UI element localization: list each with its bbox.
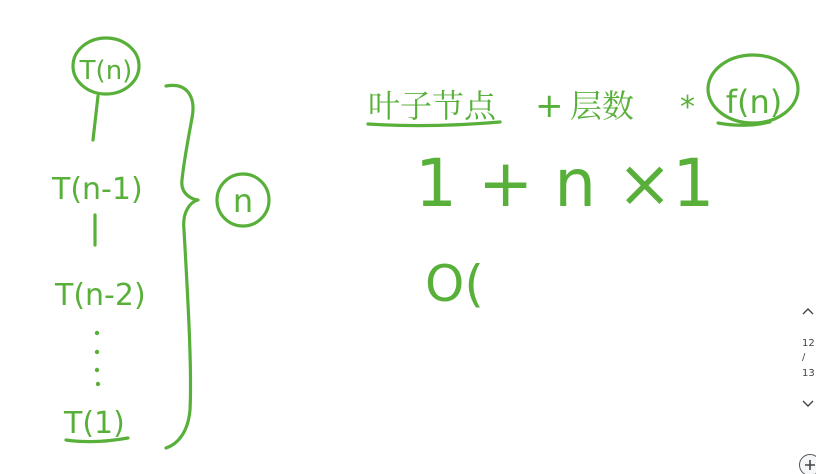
edge-root xyxy=(93,96,98,140)
recursion-tree xyxy=(51,38,269,448)
node-tn-1: T(n-1) xyxy=(52,172,143,207)
zoom-in-icon xyxy=(803,458,816,472)
zoom-in-button[interactable] xyxy=(799,454,816,474)
plus-sign-1: + xyxy=(535,86,564,126)
page-separator: / xyxy=(802,352,806,363)
times-sign: * xyxy=(680,90,695,125)
formula-line-3: O( xyxy=(425,255,484,313)
leaf-count-text: 叶子节点 xyxy=(368,87,497,125)
depth-label: n xyxy=(232,182,254,220)
fn-term: f(n) xyxy=(725,83,783,121)
depth-brace xyxy=(166,85,198,448)
node-tn-2: T(n-2) xyxy=(55,278,146,313)
node-t1: T(1) xyxy=(64,406,125,441)
current-page-number: 12 xyxy=(802,338,815,349)
chevron-down-icon[interactable] xyxy=(801,397,815,411)
formula-line-2: 1 + n ×1 xyxy=(415,145,715,222)
node-tn: T(n) xyxy=(79,56,133,86)
chevron-up-icon[interactable] xyxy=(801,304,815,318)
formula xyxy=(368,55,798,313)
total-pages-number: 13 xyxy=(802,368,815,379)
level-count-text: 层数 xyxy=(570,87,635,125)
ellipsis-dots xyxy=(95,331,100,386)
page-navigator xyxy=(797,300,816,420)
